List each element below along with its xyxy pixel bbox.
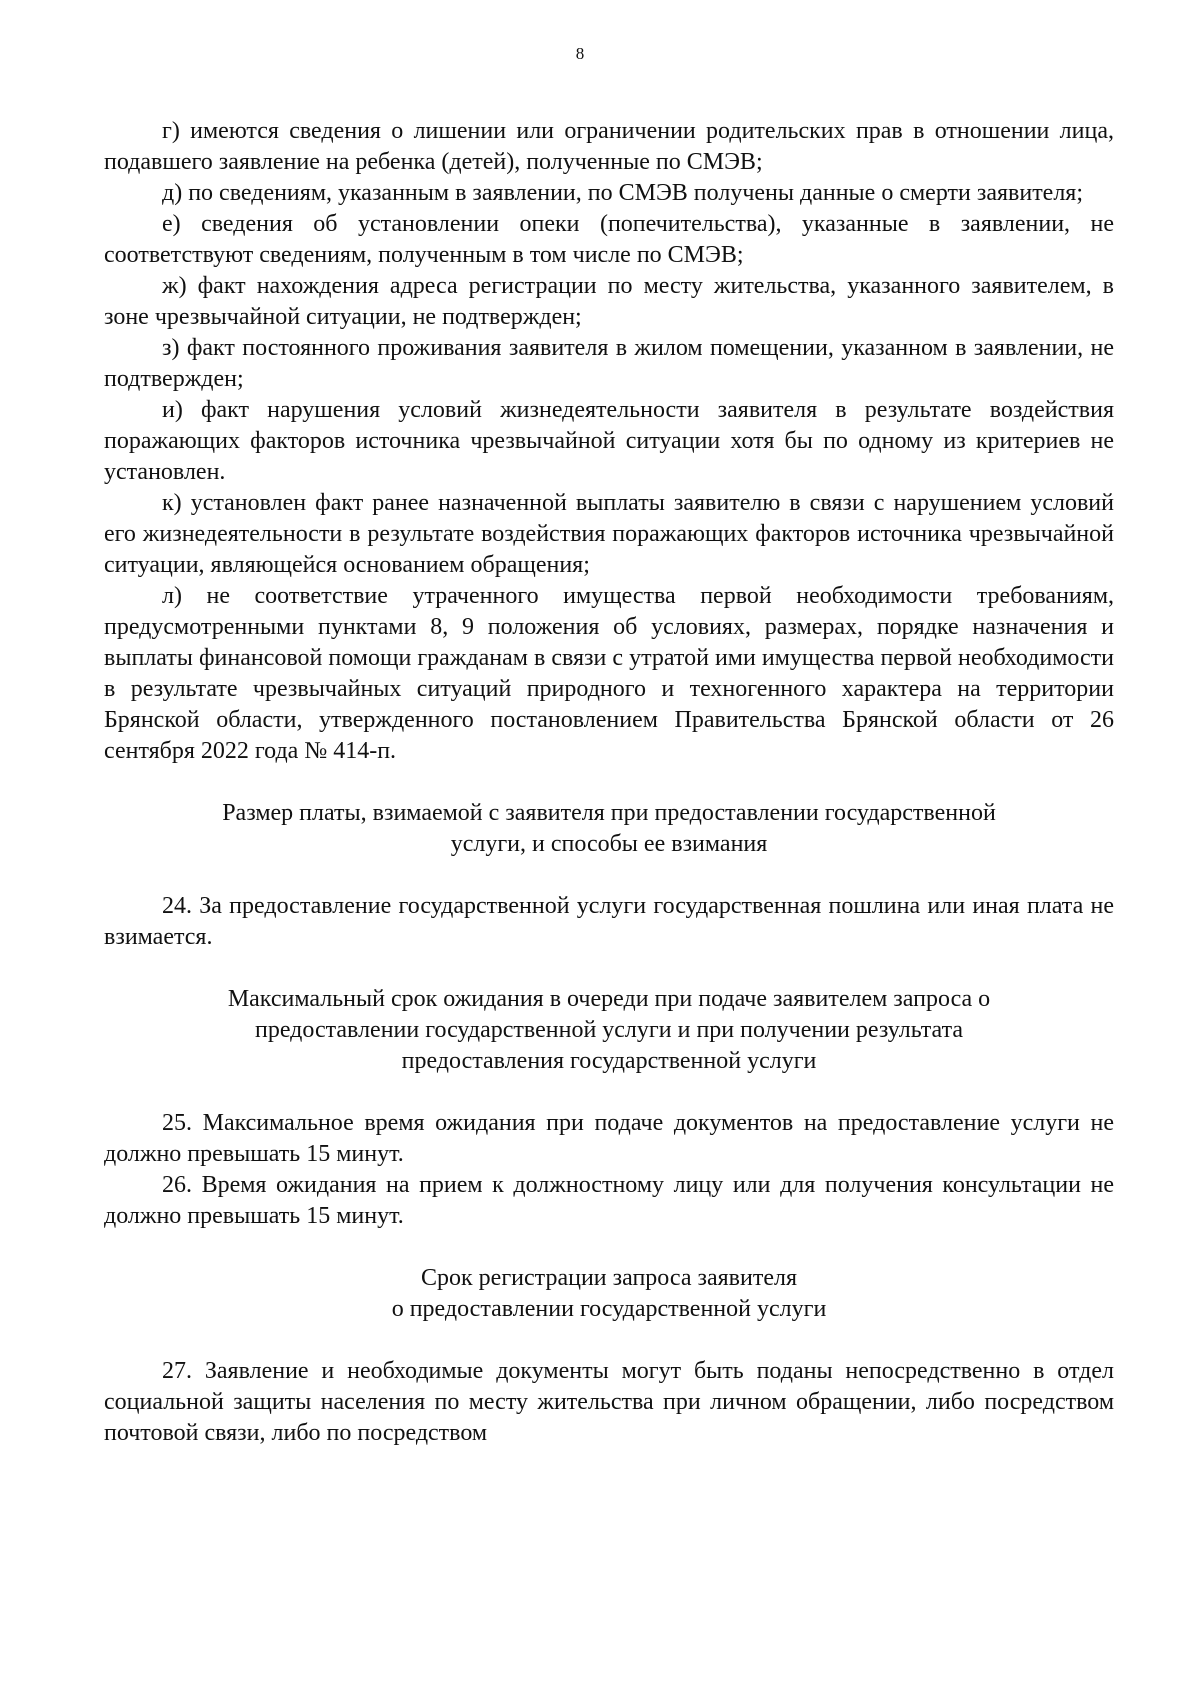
list-item-d: д) по сведениям, указанным в заявлении, по СМЭВ получены данные о смерти заявителя; [162,180,1084,206]
document-body [104,116,1114,1449]
page-number: 8 [575,44,585,63]
paragraph-24: 24. За предоставление государственной услуги государственная пошлина или иная плата не взимается. [104,893,1114,950]
section-heading-line: Размер платы, взимаемой с заявителя при предоставлении государственной [222,800,996,826]
section-heading-line: услуги, и способы ее взимания [450,831,768,857]
list-item-e: е) сведения об установлении опеки (попечительства), указанные в заявлении, не соответствуют сведениям, полученным в том числе по СМЭВ; [104,211,1114,268]
section-heading-line: Максимальный срок ожидания в очереди при подаче заявителем запроса о [227,986,991,1012]
list-item-g: г) имеются сведения о лишении или ограничении родительских прав в отношении лица, подавшего заявление на ребенка (детей), полученные по СМЭВ; [104,118,1114,175]
section-heading-line: предоставлении государственной услуги и при получении результата [254,1017,964,1043]
section-heading-registration [104,1263,1114,1325]
list-item-i: и) факт нарушения условий жизнедеятельности заявителя в результате воздействия поражающих факторов источника чрезвычайной ситуации хотя бы по одному из критериев не установлен. [104,397,1114,485]
section-heading-line: Срок регистрации запроса заявителя [421,1265,797,1291]
paragraph-27: 27. Заявление и необходимые документы могут быть поданы непосредственно в отдел социальной защиты населения по месту жительства при личном обращении, либо посредством почтовой связи, либо по посредством [104,1358,1114,1446]
list-item-zh: ж) факт нахождения адреса регистрации по месту жительства, указанного заявителем, в зоне чрезвычайной ситуации, не подтвержден; [104,273,1114,330]
paragraph-25: 25. Максимальное время ожидания при подаче документов на предоставление услуги не должно превышать 15 минут. [104,1110,1114,1167]
section-heading-line: предоставления государственной услуги [401,1048,817,1074]
list-item-z: з) факт постоянного проживания заявителя в жилом помещении, указанном в заявлении, не подтвержден; [104,335,1114,392]
section-heading-fee [104,798,1114,860]
list-item-l: л) не соответствие утраченного имущества первой необходимости требованиям, предусмотренными пунктами 8, 9 положения об условиях, размерах, порядке назначения и выплаты финансовой помощи гражданам в связи с утратой ими имущества первой необходимости в результате чрезвычайных ситуаций природного и техногенного характера на территории Брянской области, утвержденного постановлением Правительства Брянской области от 26 сентября 2022 года № 414-п. [104,583,1114,764]
section-heading-wait [104,984,1114,1077]
paragraph-26: 26. Время ожидания на прием к должностному лицу или для получения консультации не должно превышать 15 минут. [104,1172,1114,1229]
section-heading-line: о предоставлении государственной услуги [391,1296,827,1322]
list-item-k: к) установлен факт ранее назначенной выплаты заявителю в связи с нарушением условий его жизнедеятельности в результате воздействия поражающих факторов источника чрезвычайной ситуации, являющейся основанием обращения; [104,490,1114,578]
